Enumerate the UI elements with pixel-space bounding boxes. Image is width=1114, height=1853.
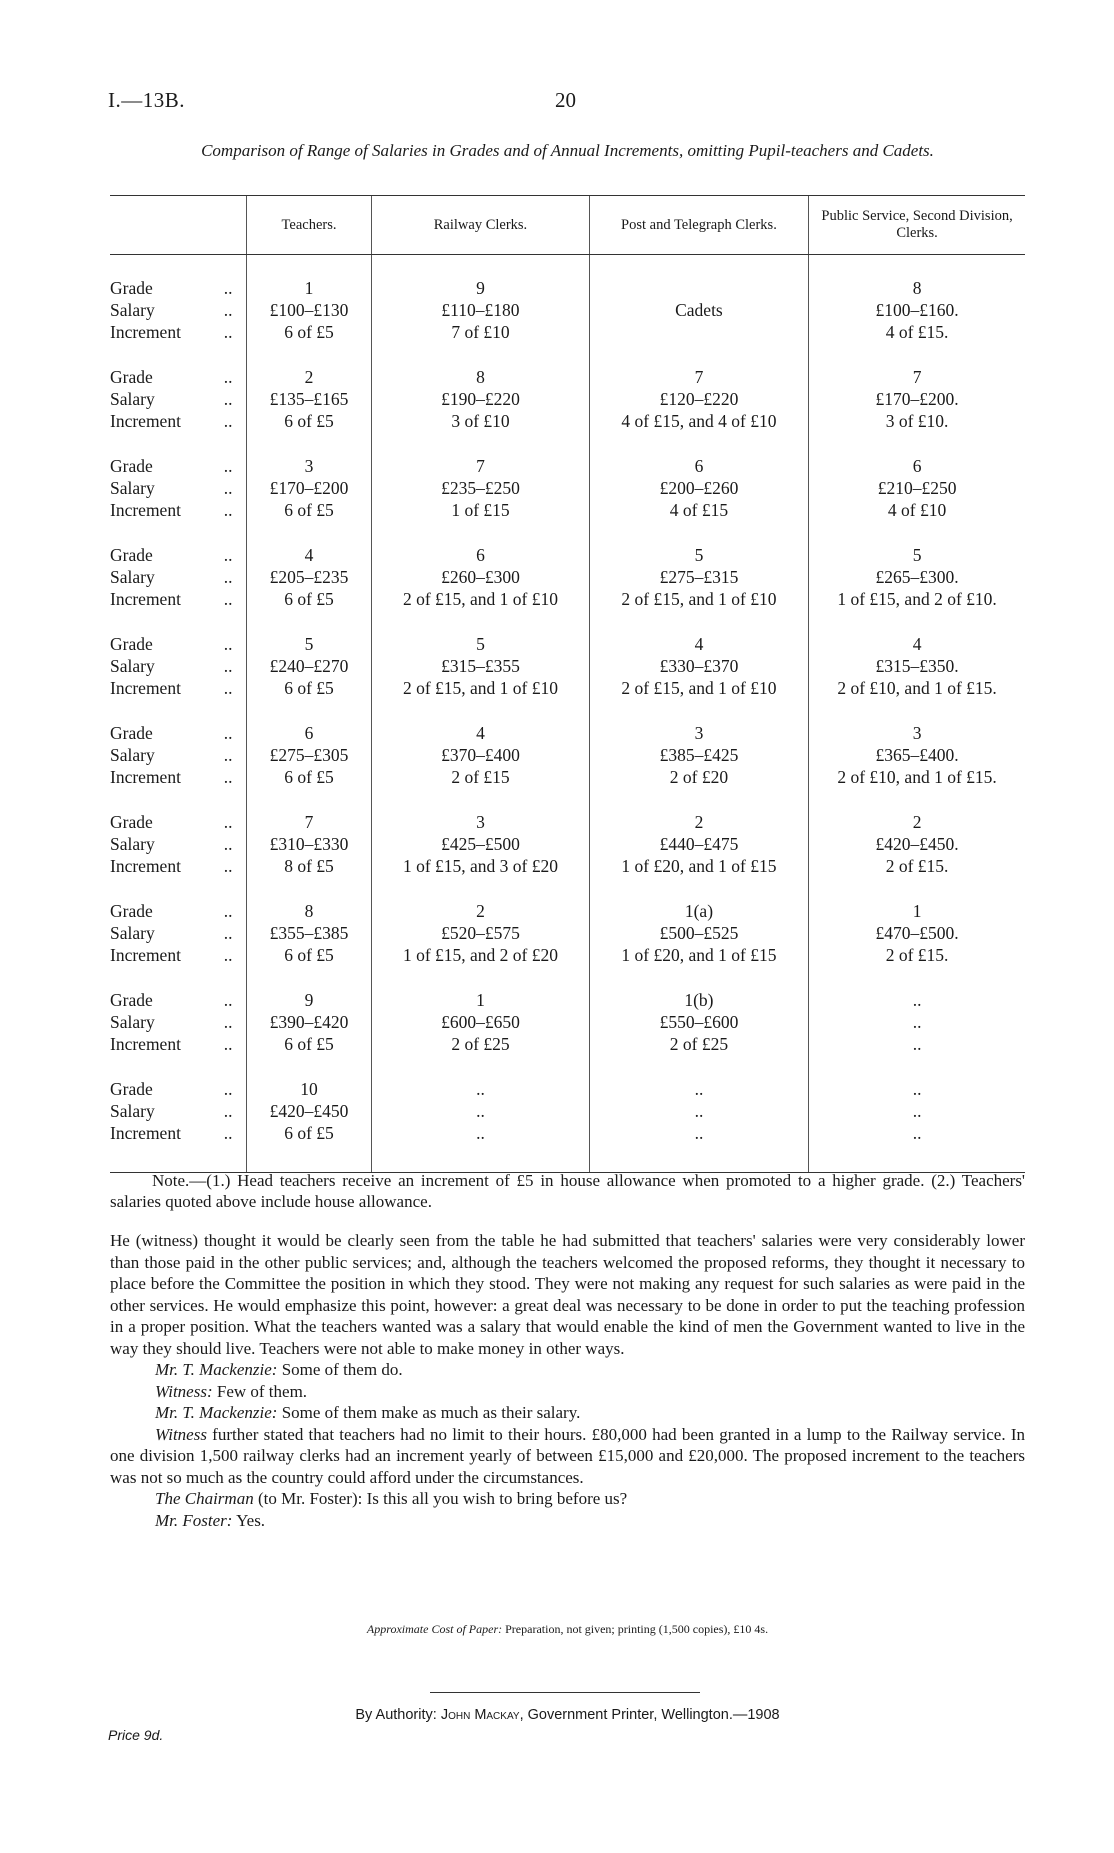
- table-header-row: [110, 196, 1025, 255]
- cell-public: ..: [809, 989, 1025, 1011]
- table-row: [110, 1100, 1025, 1122]
- cell-public: 1 of £15, and 2 of £10.: [809, 588, 1025, 610]
- cell-railway: 2: [372, 900, 590, 922]
- leader-dots: ..: [223, 500, 233, 520]
- cell-post: 3: [589, 722, 808, 744]
- row-label: Grade: [110, 901, 153, 921]
- leader-dots: ..: [223, 478, 233, 498]
- cell-railway: ..: [372, 1122, 590, 1144]
- cell-public: 3 of £10.: [809, 410, 1025, 432]
- table-row: [110, 566, 1025, 588]
- table-row: [110, 922, 1025, 944]
- leader-dots: ..: [223, 589, 233, 609]
- cell-teachers: £355–£385: [246, 922, 371, 944]
- cell-public: 2 of £10, and 1 of £15.: [809, 677, 1025, 699]
- cell-railway: 2 of £15: [372, 766, 590, 788]
- cell-post: 2 of £25: [589, 1033, 808, 1055]
- cell-post: 1 of £20, and 1 of £15: [589, 944, 808, 966]
- cell-railway: 6: [372, 544, 590, 566]
- leader-dots: ..: [223, 1012, 233, 1032]
- col-header-post: Post and Telegraph Clerks.: [589, 196, 808, 255]
- cell-railway: 3: [372, 811, 590, 833]
- cell-public: ..: [809, 1078, 1025, 1100]
- table-row: [110, 900, 1025, 922]
- cell-railway: £315–£355: [372, 655, 590, 677]
- cell-public: £420–£450.: [809, 833, 1025, 855]
- cell-post: 7: [589, 366, 808, 388]
- table-row: [110, 455, 1025, 477]
- cell-post: £120–£220: [589, 388, 808, 410]
- cell-public: 8: [809, 277, 1025, 299]
- row-label: Salary: [110, 389, 155, 409]
- row-label: Increment: [110, 1123, 181, 1143]
- cell-teachers: £390–£420: [246, 1011, 371, 1033]
- cell-public: 4 of £15.: [809, 321, 1025, 343]
- cell-railway: 5: [372, 633, 590, 655]
- cell-public: 3: [809, 722, 1025, 744]
- cell-public: 6: [809, 455, 1025, 477]
- cell-teachers: 9: [246, 989, 371, 1011]
- cell-public: 4 of £10: [809, 499, 1025, 521]
- table-row: [110, 989, 1025, 1011]
- row-label: Salary: [110, 478, 155, 498]
- table-row: [110, 655, 1025, 677]
- cell-post: ..: [589, 1078, 808, 1100]
- dialogue-line: Witness: Few of them.: [155, 1381, 308, 1401]
- row-label: Increment: [110, 589, 181, 609]
- cell-teachers: £100–£130: [246, 299, 371, 321]
- table-row: [110, 677, 1025, 699]
- table-row: [110, 944, 1025, 966]
- leader-dots: ..: [223, 1034, 233, 1054]
- leader-dots: ..: [223, 300, 233, 320]
- table-note: Note.—(1.) Head teachers receive an increment of £5 in house allowance when promoted to a higher grade. (2.) Teachers' salaries quoted above include house allowance.: [110, 1171, 1025, 1211]
- cell-public: 4: [809, 633, 1025, 655]
- table-row: [110, 277, 1025, 299]
- table-row: [110, 766, 1025, 788]
- cell-teachers: 6 of £5: [246, 766, 371, 788]
- cell-post: 1 of £20, and 1 of £15: [589, 855, 808, 877]
- cell-teachers: 1: [246, 277, 371, 299]
- cell-public: 2 of £15.: [809, 944, 1025, 966]
- cell-railway: £520–£575: [372, 922, 590, 944]
- row-label: Increment: [110, 500, 181, 520]
- col-header-railway: Railway Clerks.: [372, 196, 590, 255]
- table-row: [110, 1122, 1025, 1144]
- table-row: [110, 1011, 1025, 1033]
- salary-comparison-table: [110, 195, 1025, 1173]
- cell-post: [589, 321, 808, 343]
- minutes-text: [110, 1230, 1025, 1531]
- cell-public: 1: [809, 900, 1025, 922]
- leader-dots: ..: [223, 945, 233, 965]
- cell-railway: £425–£500: [372, 833, 590, 855]
- cell-teachers: 6 of £5: [246, 321, 371, 343]
- paragraph-witness-statement: He (witness) thought it would be clearly seen from the table he had submitted that teachers' salaries were very considerably lower than those paid in the other public services; and, although the teachers welcomed the proposed reforms, they thought it necessary to place before the Committee the position in which they stood. They were not making any request for such salaries as were paid in the other services. He would emphasize this point, however: a great deal was necessary to be done in order to put the teaching profession in a proper position. What the teachers wanted was a salary that would enable the kind of men the Government wanted to live in the way they should live. Teachers were not able to make money in other ways.: [110, 1231, 1025, 1358]
- row-label: Grade: [110, 545, 153, 565]
- cell-railway: £190–£220: [372, 388, 590, 410]
- cell-teachers: 6 of £5: [246, 410, 371, 432]
- cell-railway: 8: [372, 366, 590, 388]
- row-label: Grade: [110, 990, 153, 1010]
- table-row: [110, 299, 1025, 321]
- cell-post: 1(b): [589, 989, 808, 1011]
- cell-teachers: £275–£305: [246, 744, 371, 766]
- cell-railway: 4: [372, 722, 590, 744]
- cell-post: 2 of £15, and 1 of £10: [589, 677, 808, 699]
- leader-dots: ..: [223, 367, 233, 387]
- table-row: [110, 410, 1025, 432]
- leader-dots: ..: [223, 389, 233, 409]
- cell-railway: ..: [372, 1078, 590, 1100]
- footer-divider: [430, 1692, 700, 1693]
- cell-post: 4 of £15: [589, 499, 808, 521]
- cell-railway: 1 of £15, and 3 of £20: [372, 855, 590, 877]
- cell-teachers: 7: [246, 811, 371, 833]
- cell-railway: 3 of £10: [372, 410, 590, 432]
- cell-teachers: 6 of £5: [246, 499, 371, 521]
- table-row: [110, 1078, 1025, 1100]
- dialogue-line: Witness further stated that teachers had no limit to their hours. £80,000 had been granted in a lump to the Railway service. In one division 1,500 railway clerks had an increment yearly of between £15,000 and £20,000. The proposed increment to the teachers was not so much as the country could afford under the circumstances.: [110, 1424, 1025, 1487]
- col-header-teachers: Teachers.: [246, 196, 371, 255]
- leader-dots: ..: [223, 656, 233, 676]
- cell-railway: ..: [372, 1100, 590, 1122]
- cell-teachers: £135–£165: [246, 388, 371, 410]
- table-row: [110, 722, 1025, 744]
- table-row: [110, 811, 1025, 833]
- document-reference: I.—13B.: [108, 88, 185, 112]
- cell-railway: £235–£250: [372, 477, 590, 499]
- cell-public: £100–£160.: [809, 299, 1025, 321]
- cell-public: ..: [809, 1100, 1025, 1122]
- cell-teachers: £170–£200: [246, 477, 371, 499]
- cell-railway: 2 of £25: [372, 1033, 590, 1055]
- cell-teachers: 8: [246, 900, 371, 922]
- table-row: [110, 366, 1025, 388]
- table-title: Comparison of Range of Salaries in Grades and of Annual Increments, omitting Pupil-teachers and Cadets.: [201, 141, 934, 160]
- row-label: Grade: [110, 1079, 153, 1099]
- cell-post: 1(a): [589, 900, 808, 922]
- salary-comparison-table-wrapper: [110, 195, 1025, 1173]
- cell-public: ..: [809, 1122, 1025, 1144]
- cell-public: 2 of £10, and 1 of £15.: [809, 766, 1025, 788]
- row-label: Increment: [110, 856, 181, 876]
- cell-public: ..: [809, 1033, 1025, 1055]
- cell-post: 4: [589, 633, 808, 655]
- row-label: Grade: [110, 634, 153, 654]
- row-label: Salary: [110, 923, 155, 943]
- price: Price 9d.: [108, 1727, 164, 1743]
- cell-post: Cadets: [589, 299, 808, 321]
- dialogue-line: Mr. T. Mackenzie: Some of them do.: [155, 1360, 403, 1379]
- cell-railway: £110–£180: [372, 299, 590, 321]
- row-label: Increment: [110, 411, 181, 431]
- cell-public: £265–£300.: [809, 566, 1025, 588]
- leader-dots: ..: [223, 990, 233, 1010]
- cell-post: £275–£315: [589, 566, 808, 588]
- row-label: Salary: [110, 300, 155, 320]
- leader-dots: ..: [223, 745, 233, 765]
- row-label: Increment: [110, 322, 181, 342]
- table-body: [110, 255, 1025, 1173]
- cell-teachers: 6 of £5: [246, 588, 371, 610]
- leader-dots: ..: [223, 634, 233, 654]
- row-label: Grade: [110, 278, 153, 298]
- table-row: [110, 499, 1025, 521]
- cell-teachers: 10: [246, 1078, 371, 1100]
- table-row: [110, 544, 1025, 566]
- cell-public: ..: [809, 1011, 1025, 1033]
- cell-railway: 1 of £15, and 2 of £20: [372, 944, 590, 966]
- table-row: [110, 321, 1025, 343]
- table-row: [110, 1033, 1025, 1055]
- leader-dots: ..: [223, 767, 233, 787]
- cell-post: ..: [589, 1122, 808, 1144]
- cell-post: [589, 277, 808, 299]
- table-row: [110, 633, 1025, 655]
- cell-railway: £260–£300: [372, 566, 590, 588]
- cell-railway: 9: [372, 277, 590, 299]
- cell-teachers: £205–£235: [246, 566, 371, 588]
- cell-public: £170–£200.: [809, 388, 1025, 410]
- leader-dots: ..: [223, 1101, 233, 1121]
- cell-teachers: 3: [246, 455, 371, 477]
- row-label: Increment: [110, 678, 181, 698]
- cell-railway: 2 of £15, and 1 of £10: [372, 677, 590, 699]
- cell-railway: 1 of £15: [372, 499, 590, 521]
- cell-railway: 2 of £15, and 1 of £10: [372, 588, 590, 610]
- leader-dots: ..: [223, 901, 233, 921]
- cell-teachers: 6 of £5: [246, 1033, 371, 1055]
- leader-dots: ..: [223, 678, 233, 698]
- cell-teachers: £420–£450: [246, 1100, 371, 1122]
- cell-railway: 7: [372, 455, 590, 477]
- leader-dots: ..: [223, 834, 233, 854]
- leader-dots: ..: [223, 567, 233, 587]
- cell-railway: 7 of £10: [372, 321, 590, 343]
- leader-dots: ..: [223, 923, 233, 943]
- page-number: 20: [555, 88, 576, 112]
- cell-post: £385–£425: [589, 744, 808, 766]
- cell-teachers: 6 of £5: [246, 944, 371, 966]
- table-row: [110, 388, 1025, 410]
- cell-post: 2 of £20: [589, 766, 808, 788]
- cell-teachers: 6: [246, 722, 371, 744]
- cell-post: ..: [589, 1100, 808, 1122]
- row-label: Grade: [110, 456, 153, 476]
- row-label: Salary: [110, 1012, 155, 1032]
- leader-dots: ..: [223, 1123, 233, 1143]
- cell-post: £200–£260: [589, 477, 808, 499]
- row-label: Salary: [110, 1101, 155, 1121]
- leader-dots: ..: [223, 856, 233, 876]
- dialogue-line: The Chairman (to Mr. Foster): Is this all you wish to bring before us?: [155, 1489, 628, 1508]
- cell-teachers: 6 of £5: [246, 677, 371, 699]
- cell-teachers: 2: [246, 366, 371, 388]
- cell-post: 5: [589, 544, 808, 566]
- leader-dots: ..: [223, 278, 233, 298]
- approximate-cost: Approximate Cost of Paper: Preparation, not given; printing (1,500 copies), £10 4s.: [366, 1622, 769, 1636]
- row-label: Increment: [110, 945, 181, 965]
- cell-teachers: 6 of £5: [246, 1122, 371, 1144]
- cell-public: £365–£400.: [809, 744, 1025, 766]
- row-label: Grade: [110, 723, 153, 743]
- cell-post: £500–£525: [589, 922, 808, 944]
- table-row: [110, 833, 1025, 855]
- row-label: Grade: [110, 812, 153, 832]
- cell-public: £470–£500.: [809, 922, 1025, 944]
- row-label: Salary: [110, 834, 155, 854]
- leader-dots: ..: [223, 723, 233, 743]
- dialogue-line: Mr. T. Mackenzie: Some of them make as much as their salary.: [155, 1403, 581, 1422]
- leader-dots: ..: [223, 812, 233, 832]
- row-label: Grade: [110, 367, 153, 387]
- cell-public: 2: [809, 811, 1025, 833]
- leader-dots: ..: [223, 1079, 233, 1099]
- leader-dots: ..: [223, 411, 233, 431]
- cell-teachers: £310–£330: [246, 833, 371, 855]
- row-label: Increment: [110, 1034, 181, 1054]
- leader-dots: ..: [223, 545, 233, 565]
- cell-teachers: £240–£270: [246, 655, 371, 677]
- table-row: [110, 588, 1025, 610]
- cell-railway: 1: [372, 989, 590, 1011]
- cell-post: 2 of £15, and 1 of £10: [589, 588, 808, 610]
- cell-teachers: 4: [246, 544, 371, 566]
- table-row: [110, 744, 1025, 766]
- cell-post: £330–£370: [589, 655, 808, 677]
- cell-post: 4 of £15, and 4 of £10: [589, 410, 808, 432]
- cell-public: 5: [809, 544, 1025, 566]
- row-label: Salary: [110, 656, 155, 676]
- printer-authority: By Authority: John Mackay, Government Printer, Wellington.—1908: [355, 1707, 780, 1723]
- leader-dots: ..: [223, 322, 233, 342]
- col-header-public: Public Service, Second Division, Clerks.: [809, 196, 1025, 255]
- cell-public: 7: [809, 366, 1025, 388]
- cell-public: £315–£350.: [809, 655, 1025, 677]
- row-label: Salary: [110, 745, 155, 765]
- row-label: Increment: [110, 767, 181, 787]
- table-row: [110, 477, 1025, 499]
- cell-teachers: 8 of £5: [246, 855, 371, 877]
- row-label: Salary: [110, 567, 155, 587]
- cell-teachers: 5: [246, 633, 371, 655]
- cell-railway: £600–£650: [372, 1011, 590, 1033]
- cell-post: 6: [589, 455, 808, 477]
- dialogue-line: Mr. Foster: Yes.: [155, 1510, 266, 1530]
- cell-public: £210–£250: [809, 477, 1025, 499]
- cell-public: 2 of £15.: [809, 855, 1025, 877]
- cell-post: 2: [589, 811, 808, 833]
- leader-dots: ..: [223, 456, 233, 476]
- table-row: [110, 855, 1025, 877]
- cell-post: £440–£475: [589, 833, 808, 855]
- cell-post: £550–£600: [589, 1011, 808, 1033]
- cell-railway: £370–£400: [372, 744, 590, 766]
